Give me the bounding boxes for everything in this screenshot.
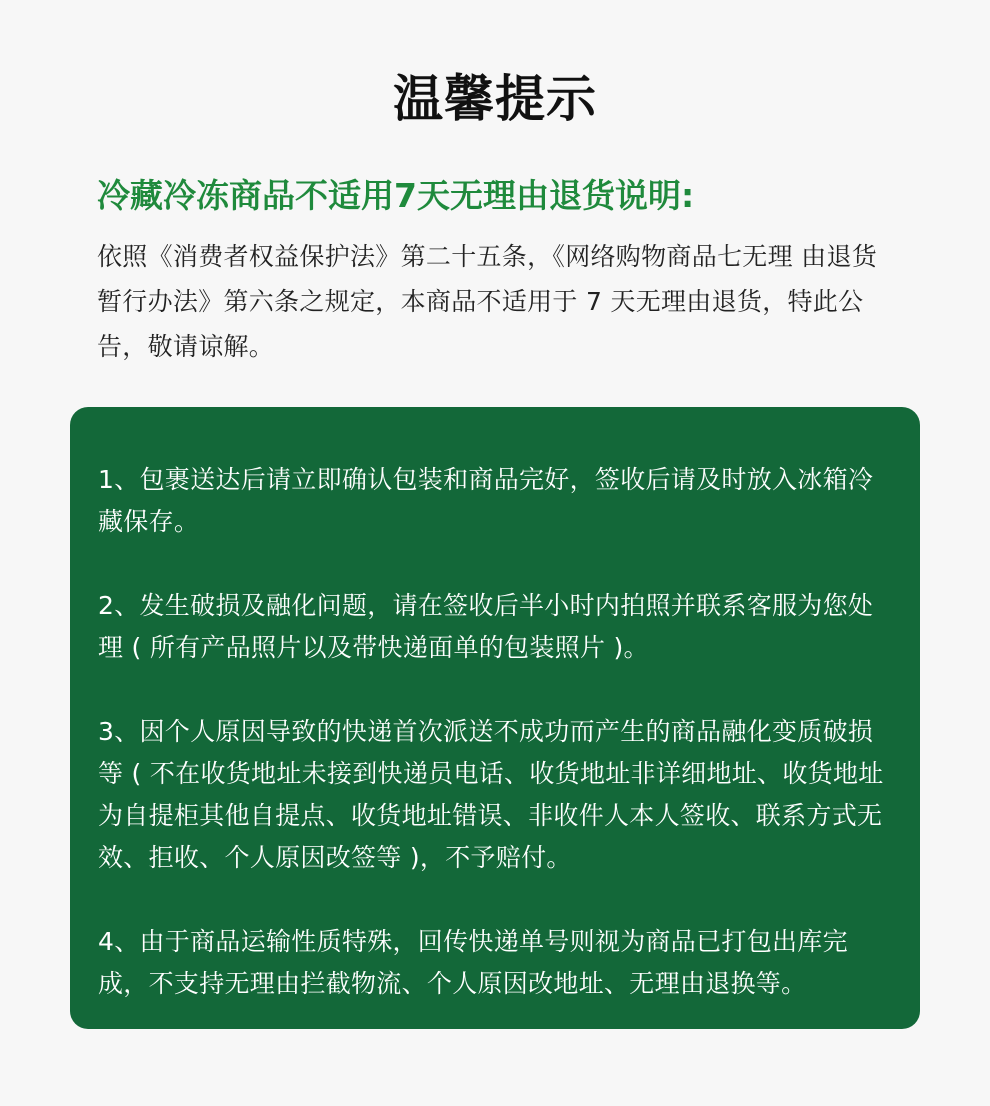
notice-card [70,407,920,1029]
page-title: 温馨提示 [393,70,597,128]
notice-item-1: 1、包裹送达后请立即确认包装和商品完好，签收后请及时放入冰箱冷藏保存。 [98,465,874,536]
notice-item-4: 4、由于商品运输性质特殊，回传快递单号则视为商品已打包出库完成，不支持无理由拦截物流、个人原因改地址、无理由退换等。 [98,927,848,998]
policy-subtitle: 冷藏冷冻商品不适用7天无理由退货说明: [97,176,695,215]
notice-list [98,459,898,1047]
intro-paragraph: 依照《消费者权益保护法》第二十五条，《网络购物商品七无理 由退货暂行办法》第六条之规定，本商品不适用于 7 天无理由退货，特此公告，敬请谅解。 [97,242,878,361]
notice-item-2: 2、发生破损及融化问题，请在签收后半小时内拍照并联系客服为您处理 ( 所有产品照片以及带快递面单的包装照片 )。 [98,591,874,662]
notice-item-3: 3、因个人原因导致的快递首次派送不成功而产生的商品融化变质破损等 ( 不在收货地址未接到快递员电话、收货地址非详细地址、收货地址为自提柜其他自提点、收货地址错误、非收件人本人签收、联系方式无效、拒收、个人原因改签等 )，不予赔付。 [98,717,884,872]
